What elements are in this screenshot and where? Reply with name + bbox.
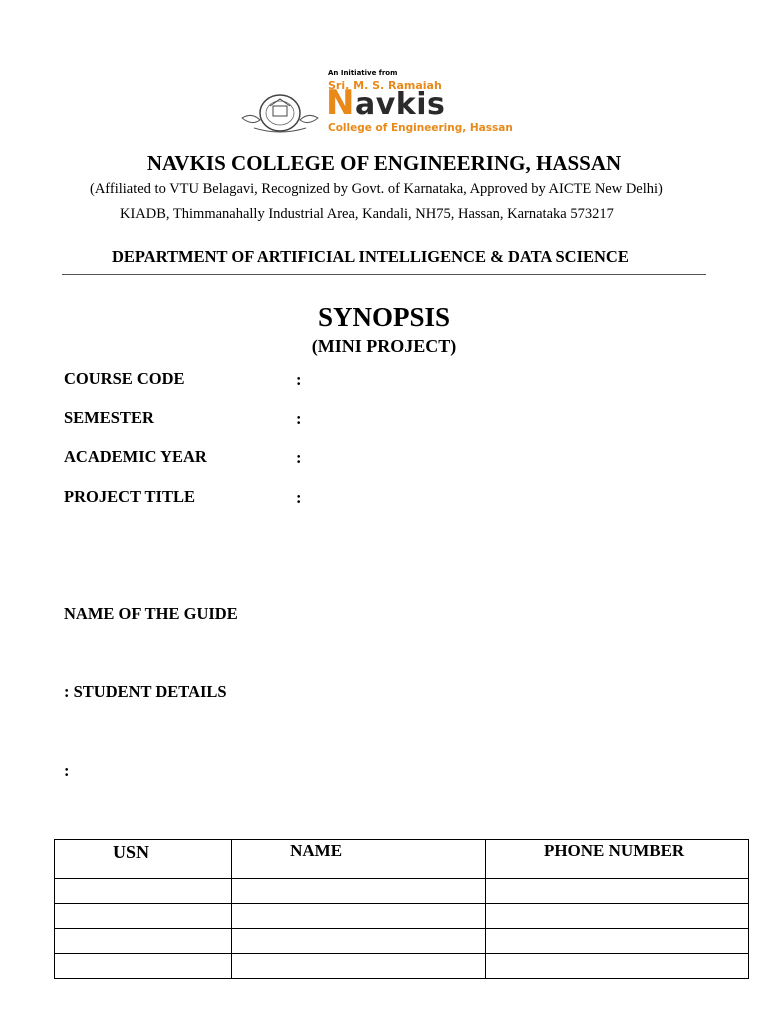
trailing-colon: : bbox=[64, 761, 70, 780]
name-cell[interactable] bbox=[232, 904, 486, 929]
phone-column-header: PHONE NUMBER bbox=[485, 840, 748, 879]
phone-cell[interactable] bbox=[485, 879, 748, 904]
document-title: SYNOPSIS bbox=[317, 302, 451, 332]
college-name: NAVKIS COLLEGE OF ENGINEERING, HASSAN bbox=[146, 151, 622, 175]
address-line: KIADB, Thimmanahally Industrial Area, Kandali, NH75, Hassan, Karnataka 573217 bbox=[120, 206, 614, 222]
table-row bbox=[55, 929, 749, 954]
academic-year-colon: : bbox=[296, 448, 302, 467]
usn-cell[interactable] bbox=[55, 929, 232, 954]
logo-college-text: College of Engineering, Hassan bbox=[328, 122, 513, 134]
name-cell[interactable] bbox=[232, 879, 486, 904]
name-column-header: NAME bbox=[232, 840, 486, 879]
name-cell[interactable] bbox=[232, 929, 486, 954]
affiliation-line: (Affiliated to VTU Belagavi, Recognized by Govt. of Karnataka, Approved by AICTE New Delhi) bbox=[90, 181, 663, 197]
document-subtitle: (MINI PROJECT) bbox=[311, 336, 457, 356]
student-details-label: : STUDENT DETAILS bbox=[64, 682, 227, 701]
college-seal-icon bbox=[240, 86, 330, 136]
student-details-table bbox=[54, 839, 749, 979]
logo-initiative-text: An Initiative from bbox=[328, 69, 398, 77]
logo-navkis-initial: N bbox=[326, 83, 355, 123]
usn-cell[interactable] bbox=[55, 954, 232, 979]
project-title-label: PROJECT TITLE bbox=[64, 487, 195, 506]
logo-navkis-rest: avkis bbox=[354, 87, 446, 122]
header-divider bbox=[62, 274, 706, 275]
project-title-colon: : bbox=[296, 488, 302, 507]
course-code-colon: : bbox=[296, 370, 302, 389]
logo-ramaiah-text: Sri. M. S. Ramaiah bbox=[328, 79, 442, 92]
table-row bbox=[55, 879, 749, 904]
usn-column-header: USN bbox=[55, 840, 232, 879]
table-row bbox=[55, 904, 749, 929]
usn-cell[interactable] bbox=[55, 904, 232, 929]
table-header-row bbox=[55, 840, 749, 879]
college-logo bbox=[240, 68, 535, 140]
name-cell[interactable] bbox=[232, 954, 486, 979]
usn-cell[interactable] bbox=[55, 879, 232, 904]
phone-cell[interactable] bbox=[485, 929, 748, 954]
phone-cell[interactable] bbox=[485, 904, 748, 929]
semester-colon: : bbox=[296, 409, 302, 428]
course-code-label: COURSE CODE bbox=[64, 369, 185, 388]
academic-year-label: ACADEMIC YEAR bbox=[64, 447, 207, 466]
table-row bbox=[55, 954, 749, 979]
semester-label: SEMESTER bbox=[64, 408, 154, 427]
guide-name-label: NAME OF THE GUIDE bbox=[64, 604, 238, 623]
department-name: DEPARTMENT OF ARTIFICIAL INTELLIGENCE & DATA SCIENCE bbox=[112, 247, 629, 266]
phone-cell[interactable] bbox=[485, 954, 748, 979]
